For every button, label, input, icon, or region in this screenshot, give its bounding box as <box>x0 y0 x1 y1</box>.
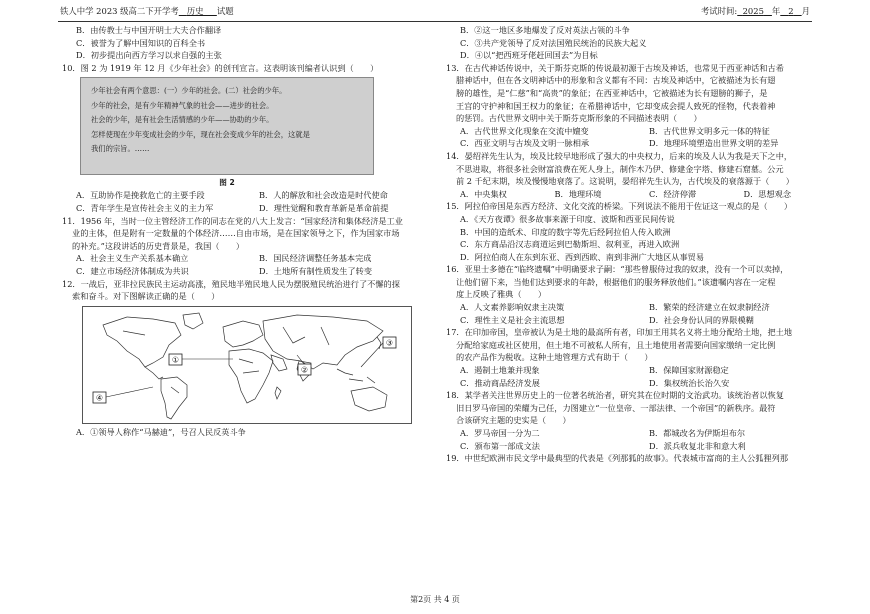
q15-option-c: C．东方商品沿汉志商道运到巴勒斯坦、叙利亚，再进入欧洲 <box>460 239 680 250</box>
q18-options-row <box>446 427 838 440</box>
map-marker-4: ④ <box>95 393 104 403</box>
q16-option-a: A．人文素养影响奴隶主决策 <box>460 302 565 313</box>
q17-line: 17．在印加帝国，皇帝被认为是土地的最高所有者，印加王用其名义将土地分配给土地，把土地 <box>446 327 793 338</box>
figure-caption: 图 2 <box>219 178 235 188</box>
q16-line: 让他们留下来，当他们达到要求的年龄，根据他们的服务释放他们。”该遗嘱内容在一定程 <box>456 276 776 287</box>
figure-line: 怎样使现在少年变成社会的少年，现在社会变成少年的社会，这就是 <box>91 129 310 139</box>
map-marker-3: ③ <box>385 338 394 348</box>
q13-line: 腊神话中，但在各文明神话中的形象和含义都有不同：古埃及神话中，它被描述为长有翅 <box>456 75 776 86</box>
figure-line: 社会的少年，是有社会生活情感的少年——协助的少年。 <box>91 115 274 125</box>
figure-line: 少年社会有两个意思：(一）少年的社会。(二）社会的少年。 <box>91 86 287 96</box>
q15-option-a: A．《天方夜谭》很多故事来源于印度、波斯和西亚民间传说 <box>460 213 675 224</box>
q12-option-b: B．②这一地区多地爆发了反对英法占领的斗争 <box>460 25 630 35</box>
q14-line: 前 2 千纪末期，埃及慢慢地衰落了。这说明，晏绍祥先生认为，古代埃及的衰落源于（ ） <box>456 176 794 187</box>
q14-option-a: A．中央集权 <box>460 188 507 199</box>
q11-option-b: B．国民经济调整任务基本完成 <box>259 253 372 264</box>
q13-option-c: C．西亚文明与古埃及文明一脉相承 <box>460 138 590 149</box>
q16-option-d: D．社会身份认同的界限模糊 <box>649 314 754 325</box>
q10-stem: 10．图 2 为 1919 年 12 月《少年社会》的创刊宣言。这表明该刊编者认识到（ ） <box>62 62 379 73</box>
q12-option-a: A．①领导人称作“马赫迪”，号召人民反英斗争 <box>76 426 246 437</box>
figure-line: 我们的宗旨。…… <box>91 144 150 154</box>
q11-line: 业的主体，但是附有一定数量的个体经济……自由市场，是在国家领导之下，作为国家市场 <box>72 228 400 239</box>
q10-option-d: D．理性觉醒和教育革新是革命前提 <box>259 202 389 213</box>
q13-line: 王宫的守护神和国王权力的象征；在希腊神话中，它却变成会提人致死的怪物，代表着神 <box>456 100 776 111</box>
q17-option-b: B．保障国家财源稳定 <box>649 365 729 376</box>
page-footer: 第2页 共 4 页 <box>410 595 460 605</box>
q14-options-row <box>446 188 838 201</box>
q14-option-c: C．经济停滞 <box>649 188 697 199</box>
q14-option-b: B．地理环境 <box>554 188 602 199</box>
exam-date: 考试时间: 2025 年 2 月 <box>700 6 810 16</box>
map-marker-2: ② <box>300 365 309 375</box>
q12-option-c: C．③共产党领导了反对法国殖民统治的民族大起义 <box>460 37 647 48</box>
q18-line: 18．某学者关注世界历史上的一位著名统治者，研究其在位时期的文治武功。该统治者以恢复 <box>446 390 784 401</box>
q18-line: 合该研究主题的史实是（ ） <box>456 415 571 426</box>
q15-option-d: D．阿拉伯商人在东到东亚、西到西欧、南到非洲广大地区从事贸易 <box>460 251 705 262</box>
q17-line: 的农产品作为税收。这种土地管理方式有助于（ ） <box>456 352 653 363</box>
q13-option-a: A．古代世界文化现象在交流中嬗变 <box>460 125 589 136</box>
q11-options-row <box>62 265 442 278</box>
q17-options-row <box>446 377 838 390</box>
q16-options-row <box>446 301 838 314</box>
q11-option-a: A．社会主义生产关系基本确立 <box>76 253 189 264</box>
world-map-drawing <box>83 307 413 425</box>
q18-option-d: D．派兵收复北非和意大利 <box>649 440 746 451</box>
q9-option-d: D．初步提出向西方学习以求自强的主张 <box>76 50 222 61</box>
q13-option-d: D．地理环境塑造出世界文明的差异 <box>649 138 779 149</box>
q14-line: 14．晏绍祥先生认为，埃及比较早地形成了强大的中央权力，后来的埃及人认为我是天下之中， <box>446 150 793 161</box>
q10-option-a: A．互助协作是挽救危亡的主要手段 <box>76 190 205 201</box>
q15-option-b: B．中国的造纸术、印度的数字等先后经阿拉伯人传入欧洲 <box>460 226 671 237</box>
left-column <box>62 24 442 438</box>
q10-options-row <box>62 202 442 215</box>
q16-options-row <box>446 314 838 327</box>
map-marker-1: ① <box>171 355 180 365</box>
q13-option-b: B．古代世界文明多元一体的特征 <box>649 125 770 136</box>
q18-line: 旧日罗马帝国的荣耀为己任，力图建立“一位皇帝、一部法律、一个帝国”的新秩序。最符 <box>456 402 776 413</box>
q16-option-c: C．理性主义是社会主流思想 <box>460 314 565 325</box>
q13-options-row <box>446 125 838 138</box>
q17-options-row <box>446 364 838 377</box>
q18-options-row <box>446 440 838 453</box>
q13-options-row <box>446 137 838 150</box>
q13-line: 13．在古代神话传说中，关于斯芬克斯的传说最初源于古埃及神话，也常见于西亚神话和古希 <box>446 62 784 73</box>
q12-option-d: D．④以“把西班牙佬赶回国去”为目标 <box>460 50 598 61</box>
q14-option-d: D．思想观念 <box>743 188 792 199</box>
q11-line: 的补充。”这段讲话的历史背景是，我国（ ） <box>72 240 245 251</box>
q11-line: 11．1956 年，当时一位主管经济工作的同志在党的八大上发言：“国家经济和集体经济是工业 <box>62 215 403 226</box>
world-map <box>82 306 412 424</box>
q14-line: 不思进取，将很多社会财富浪费在死人身上，制作木乃伊、修建金字塔、修建石窟墓。公元 <box>456 163 784 174</box>
q18-option-b: B．都城改名为伊斯坦布尔 <box>649 428 746 438</box>
q17-option-c: C．推动商品经济发展 <box>460 377 540 388</box>
q16-line: 16．亚里士多德在“临终遗嘱”中明确要求子嗣：“那些曾服侍过我的奴隶，没有一个可以卖掉， <box>446 264 789 275</box>
q15-stem: 15．阿拉伯帝国是东西方经济、文化交流的桥梁。下列说法不能用于佐证这一观点的是（ ） <box>446 201 793 212</box>
q11-option-d: D．土地所有制性质发生了转变 <box>259 265 373 276</box>
q16-line: 度上反映了雅典（ ） <box>456 289 547 300</box>
q17-line: 分配给家庭或社区使用，但土地不可被私人所有，且土地使用者需要向国家缴纳一定比例 <box>456 339 776 350</box>
q10-option-c: C．青年学生是宣传社会主义的主力军 <box>76 202 214 213</box>
q16-option-b: B．繁荣的经济建立在奴隶制经济 <box>649 302 770 313</box>
q11-options-row <box>62 252 442 265</box>
header-rule <box>58 21 812 22</box>
q12-line: 索和奋斗。对下图解读正确的是（ ） <box>72 291 220 302</box>
q9-option-c: C．被誉为了解中国知识的百科全书 <box>76 37 206 48</box>
q10-option-b: B．人的解放和社会改造是时代使命 <box>259 190 388 201</box>
q11-option-c: C．建立市场经济体制成为共识 <box>76 265 189 276</box>
q10-options-row <box>62 189 442 202</box>
q18-option-c: C．颁布第一部成文法 <box>460 440 540 451</box>
q17-option-d: D．集权统治长治久安 <box>649 377 730 388</box>
q13-line: 膀的雄性，是“仁慈”和“高贵”的象征；在西亚神话中，它被描述为长有翅膀的狮子，是 <box>456 87 768 98</box>
q17-option-a: A．遏制土地兼并现象 <box>460 365 540 376</box>
q19-line: 19．中世纪欧洲市民文学中最典型的代表是《列那狐的故事》。代表城市富商的主人公狐狸列那 <box>446 453 789 464</box>
q9-option-b: B．由传教士与中国开明士大夫合作翻译 <box>76 25 222 35</box>
right-column <box>446 24 838 465</box>
figure-line: 少年的社会，是有少年精神气象的社会——进步的社会。 <box>91 100 274 110</box>
q12-line: 12．一战后，亚非拉民族民主运动高涨，殖民地半殖民地人民为摆脱殖民统治进行了不懈的探 <box>62 278 400 289</box>
q13-line: 的惩罚。古代世界文明中关于斯芬克斯形象的不同描述表明（ ） <box>456 113 702 124</box>
q10-figure <box>80 77 374 175</box>
q18-option-a: A．罗马帝国一分为二 <box>460 428 540 438</box>
page-header <box>60 6 810 20</box>
exam-title: 铁人中学 2023 级高二下开学考 历史 试题 <box>60 6 234 16</box>
